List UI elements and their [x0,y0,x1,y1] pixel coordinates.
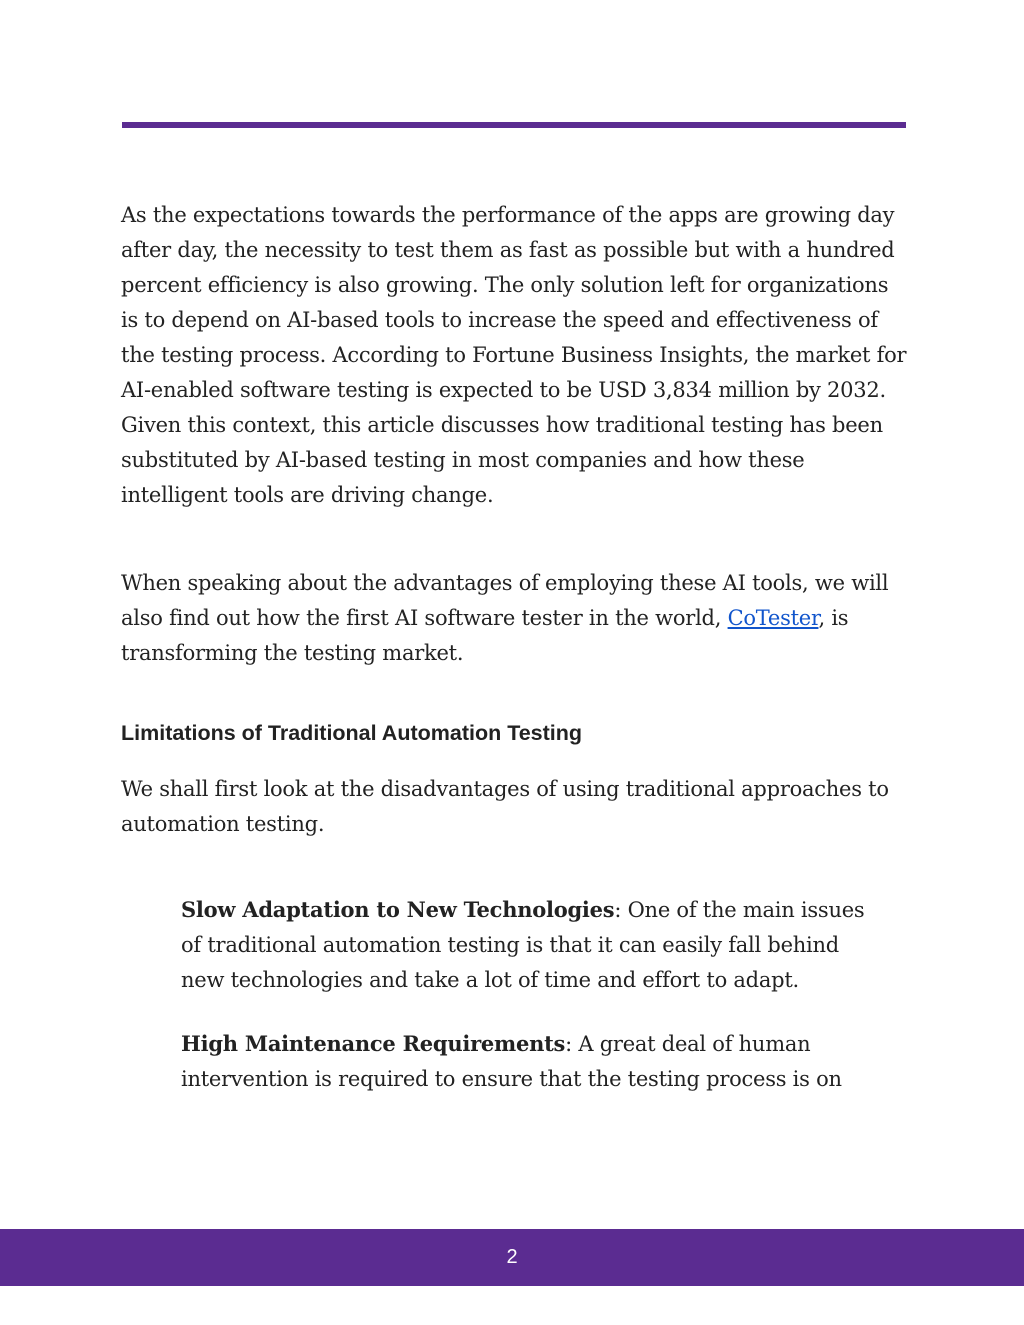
list-item-text: : A great deal of human intervention is required to ensure that the testing process is on [181,1032,842,1091]
page-content [121,198,911,1097]
limitations-list [121,892,911,1097]
cotester-paragraph-tail: , is transforming the testing market. [121,606,849,665]
list-item-text: : One of the main issues of traditional automation testing is that it can easily fall behind new technologies and take a lot of time and effort to adapt. [181,898,865,992]
page-footer [0,1229,1024,1286]
list-item [181,892,881,998]
page-number: 2 [506,1246,518,1268]
section-intro-paragraph: We shall first look at the disadvantages of using traditional approaches to automation testing. [121,777,889,836]
section-heading: Limitations of Traditional Automation Testing [121,721,583,745]
intro-paragraph: As the expectations towards the performance of the apps are growing day after day, the necessity to test them as fast as possible but with a hundred percent efficiency is also growing. The only solution left for organizations is to depend on AI-based tools to increase the speed and effectiveness of the testing process. According to Fortune Business Insights, the market for AI-enabled software testing is expected to be USD 3,834 million by 2032. Given this context, this article discusses how traditional testing has been substituted by AI-based testing in most companies and how these intelligent tools are driving change. [121,203,907,507]
header-divider [122,122,906,128]
list-item-title: High Maintenance Requirements [181,1031,566,1056]
list-item-title: Slow Adaptation to New Technologies [181,897,615,922]
cotester-paragraph-lead: When speaking about the advantages of employing these AI tools, we will also find out how the first AI software tester in the world, [121,571,889,630]
cotester-link[interactable]: CoTester [727,606,819,630]
list-item [181,1026,881,1097]
cotester-paragraph [121,566,911,671]
